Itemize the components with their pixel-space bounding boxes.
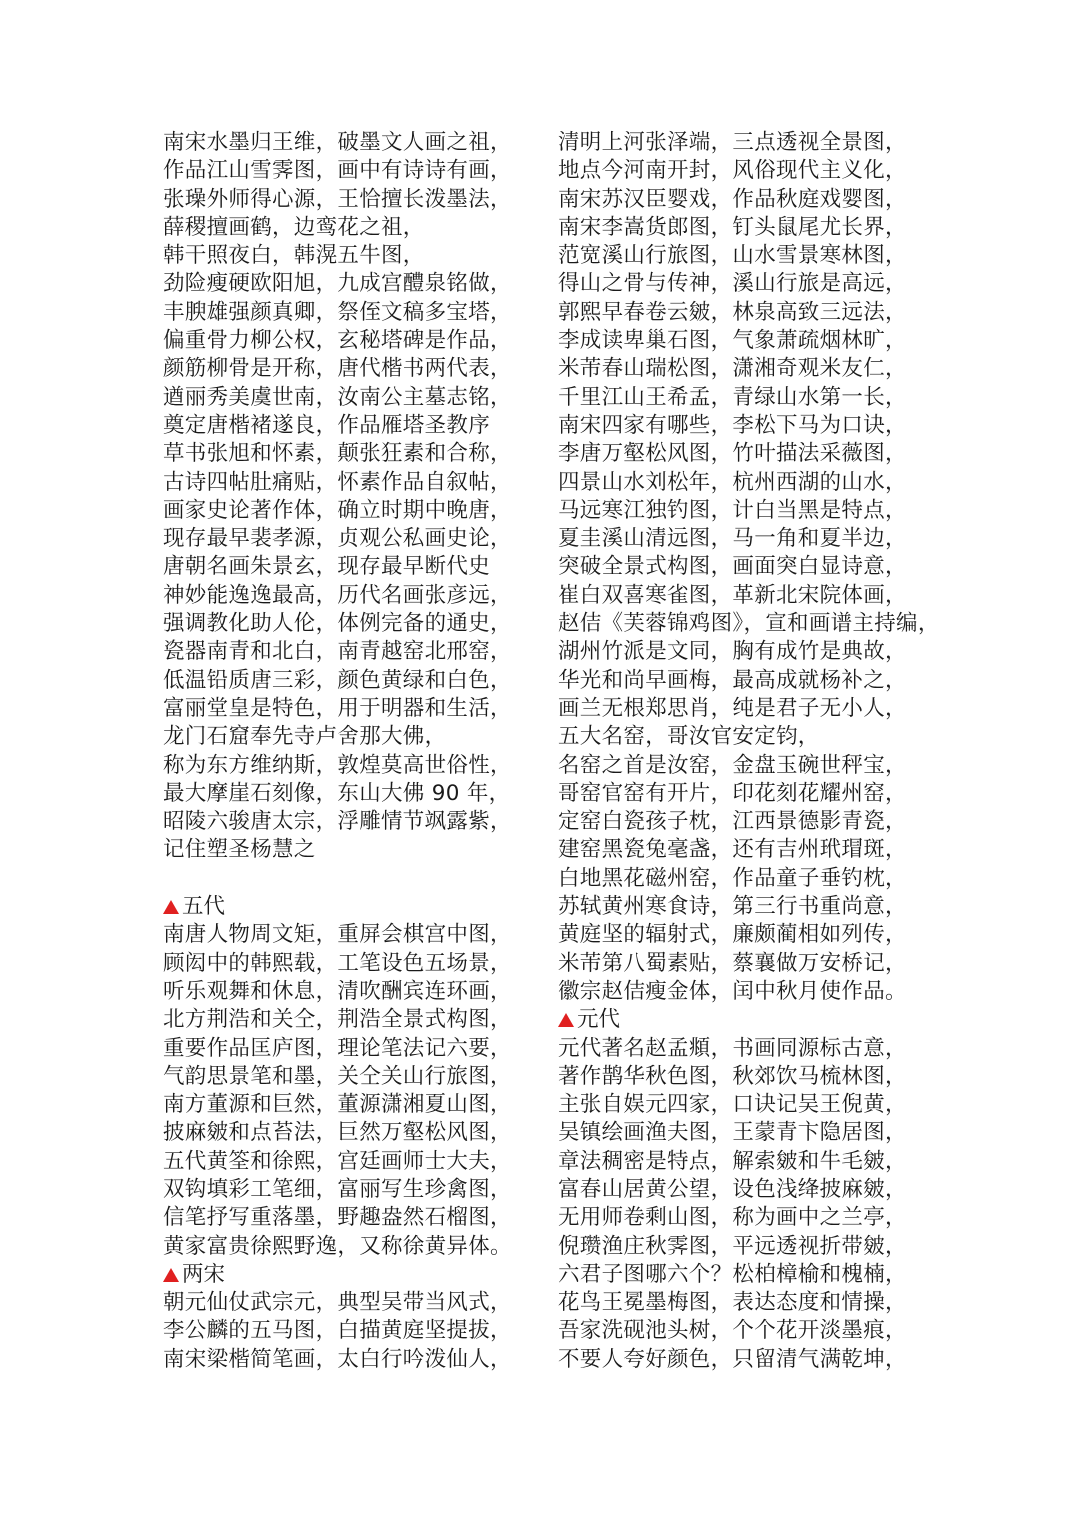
- left-text-line: 南方董源和巨然，董源潇湘夏山图，: [163, 1092, 512, 1118]
- left-text-line: 最大摩崖石刻像，东山大佛 90 年，: [163, 780, 511, 806]
- right-text-line: 五大名窑，哥汝官安定钧，: [558, 724, 820, 750]
- left-text-line: 信笔抒写重落墨，野趣盎然石榴图，: [163, 1205, 512, 1231]
- right-text-line: 四景山水刘松年，杭州西湖的山水，: [558, 469, 907, 495]
- right-text-line: 画兰无根郑思肖，纯是君子无小人，: [558, 695, 907, 721]
- right-text-line: 南宋苏汉臣婴戏，作品秋庭戏婴图，: [558, 186, 907, 212]
- left-text-line: 龙门石窟奉先寺卢舍那大佛，: [163, 724, 447, 750]
- left-text-line: 黄家富贵徐熙野逸，又称徐黄异体。: [163, 1233, 512, 1259]
- right-text-line: 定窑白瓷孩子枕，江西景德影青瓷，: [558, 809, 907, 835]
- right-text-line: 李唐万壑松风图，竹叶描法采薇图，: [558, 441, 907, 467]
- right-text-line: 赵佶《芙蓉锦鸡图》，宣和画谱主持编，: [558, 611, 940, 637]
- right-text-line: 著作鹊华秋色图，秋郊饮马梳林图，: [558, 1063, 907, 1089]
- left-text-line: 颜筋柳骨是开称，唐代楷书两代表，: [163, 356, 512, 382]
- left-text-line: 听乐观舞和休息，清吹酬宾连环画，: [163, 978, 512, 1004]
- left-text-line: 作品江山雪霁图，画中有诗诗有画，: [163, 158, 512, 184]
- left-text-line: 朝元仙仗武宗元，典型吴带当风式，: [163, 1290, 512, 1316]
- right-text-line: 富春山居黄公望，设色浅绛披麻皴，: [558, 1176, 907, 1202]
- right-text-line: 华光和尚早画梅，最高成就杨补之，: [558, 667, 907, 693]
- left-text-line: 低温铅质唐三彩，颜色黄绿和白色，: [163, 667, 512, 693]
- section-heading-text: 五代: [182, 894, 226, 920]
- left-text-line: 富丽堂皇是特色，用于明器和生活，: [163, 695, 512, 721]
- right-text-line: 突破全景式构图，画面突白显诗意，: [558, 554, 907, 580]
- right-text-line: 徽宗赵佶瘦金体，闰中秋月使作品。: [558, 978, 907, 1004]
- red-triangle-icon: [163, 1268, 179, 1282]
- right-text-line: 米芾春山瑞松图，潇湘奇观米友仁，: [558, 356, 907, 382]
- right-text-line: 地点今河南开封，风俗现代主义化，: [558, 158, 907, 184]
- right-text-line: 主张自娱元四家，口诀记吴王倪黄，: [558, 1092, 907, 1118]
- right-text-line: 吾家洗砚池头树，个个花开淡墨痕，: [558, 1318, 907, 1344]
- left-text-line: 昭陵六骏唐太宗，浮雕情节飒露紫，: [163, 809, 512, 835]
- right-text-line: 吴镇绘画渔夫图，王蒙青卞隐居图，: [558, 1120, 907, 1146]
- left-text-line: 强调教化助人伦，体例完备的通史，: [163, 611, 512, 637]
- right-text-line: 无用师卷剩山图，称为画中之兰亭，: [558, 1205, 907, 1231]
- right-text-line: 章法稠密是特点，解索皴和牛毛皴，: [558, 1148, 907, 1174]
- right-text-line: 马远寒江独钓图，计白当黑是特点，: [558, 497, 907, 523]
- left-text-line: 南宋梁楷简笔画，太白行吟泼仙人，: [163, 1346, 512, 1372]
- right-text-line: 千里江山王希孟，青绿山水第一长，: [558, 384, 907, 410]
- right-text-line: 建窑黑瓷兔毫盏，还有吉州玳瑁斑，: [558, 837, 907, 863]
- right-text-line: 白地黑花磁州窑，作品童子垂钓枕，: [558, 865, 907, 891]
- left-text-line: 神妙能逸逸最高，历代名画张彦远，: [163, 582, 512, 608]
- left-text-line: 称为东方维纳斯，敦煌莫高世俗性，: [163, 752, 512, 778]
- left-text-line: 偏重骨力柳公权，玄秘塔碑是作品，: [163, 328, 512, 354]
- red-triangle-icon: [163, 900, 179, 914]
- left-text-line: 画家史论著作体，确立时期中晚唐，: [163, 497, 512, 523]
- right-text-line: 郭熙早春卷云皴，林泉高致三远法，: [558, 299, 907, 325]
- section-heading-text: 元代: [577, 1007, 621, 1033]
- right-text-line: 苏轼黄州寒食诗，第三行书重尚意，: [558, 894, 907, 920]
- right-text-line: 六君子图哪六个？松柏樟榆和槐楠，: [558, 1261, 907, 1287]
- left-text-line: 古诗四帖肚痛贴，怀素作品自叙帖，: [163, 469, 512, 495]
- right-text-line: 范宽溪山行旅图，山水雪景寒林图，: [558, 243, 907, 269]
- blank-line: [163, 865, 543, 893]
- left-text-line: 现存最早裴孝源，贞观公私画史论，: [163, 526, 512, 552]
- left-text-line: 北方荆浩和关仝，荆浩全景式构图，: [163, 1007, 512, 1033]
- left-text-line: 重要作品匡庐图，理论笔法记六要，: [163, 1035, 512, 1061]
- section-heading-text: 两宋: [182, 1261, 226, 1287]
- left-text-line: 张璪外师得心源，王恰擅长泼墨法，: [163, 186, 512, 212]
- right-text-line: 李成读卑巢石图，气象萧疏烟林旷，: [558, 328, 907, 354]
- right-text-line: 得山之骨与传神，溪山行旅是高远，: [558, 271, 907, 297]
- right-text-column: [558, 129, 948, 1374]
- left-text-line: 双钩填彩工笔细，富丽写生珍禽图，: [163, 1176, 512, 1202]
- left-text-line: 五代黄筌和徐熙，宫廷画师士大夫，: [163, 1148, 512, 1174]
- left-text-line: 薛稷擅画鹤，边鸾花之祖，: [163, 214, 425, 240]
- left-section-heading: [163, 1261, 543, 1289]
- right-text-line: 米芾第八蜀素贴，蔡襄做万安桥记，: [558, 950, 907, 976]
- left-text-line: 气韵思景笔和墨，关仝关山行旅图，: [163, 1063, 512, 1089]
- left-text-line: 奠定唐楷褚遂良，作品雁塔圣教序: [163, 412, 491, 438]
- right-text-line: 不要人夸好颜色，只留清气满乾坤，: [558, 1346, 907, 1372]
- right-text-line: 崔白双喜寒雀图，革新北宋院体画，: [558, 582, 907, 608]
- left-text-line: 韩干照夜白，韩滉五牛图，: [163, 243, 425, 269]
- left-text-line: 劲险瘦硬欧阳旭，九成宫醴泉铭做，: [163, 271, 512, 297]
- right-text-line: 元代著名赵孟頫，书画同源标古意，: [558, 1035, 907, 1061]
- right-text-line: 倪瓒渔庄秋霁图，平远透视折带皴，: [558, 1233, 907, 1259]
- right-text-line: 夏圭溪山清远图，马一角和夏半边，: [558, 526, 907, 552]
- right-text-line: 南宋李嵩货郎图，钉头鼠尾尤长界，: [558, 214, 907, 240]
- left-text-line: 草书张旭和怀素，颠张狂素和合称，: [163, 441, 512, 467]
- left-text-line: 记住塑圣杨慧之: [163, 837, 316, 863]
- left-text-line: 顾闳中的韩熙载，工笔设色五场景，: [163, 950, 512, 976]
- left-text-line: 南唐人物周文矩，重屏会棋宫中图，: [163, 922, 512, 948]
- left-section-heading: [163, 893, 543, 921]
- left-text-line: 唐朝名画朱景玄，现存最早断代史: [163, 554, 491, 580]
- left-text-line: 李公麟的五马图，白描黄庭坚提拔，: [163, 1318, 512, 1344]
- left-text-line: 披麻皴和点苔法，巨然万壑松风图，: [163, 1120, 512, 1146]
- left-text-line: 遒丽秀美虞世南，汝南公主墓志铭，: [163, 384, 512, 410]
- right-text-line: 哥窑官窑有开片，印花刻花耀州窑，: [558, 780, 907, 806]
- right-text-line: 南宋四家有哪些，李松下马为口诀，: [558, 412, 907, 438]
- left-text-line: 南宋水墨归王维，破墨文人画之祖，: [163, 130, 512, 155]
- right-text-line: 花鸟王冕墨梅图，表达态度和情操，: [558, 1290, 907, 1316]
- red-triangle-icon: [558, 1013, 574, 1027]
- right-text-line: 湖州竹派是文同，胸有成竹是典故，: [558, 639, 907, 665]
- right-text-line: 清明上河张泽端，三点透视全景图，: [558, 130, 907, 155]
- right-text-line: 黄庭坚的辐射式，廉颇蔺相如列传，: [558, 922, 907, 948]
- left-text-line: 丰腴雄强颜真卿，祭侄文稿多宝塔，: [163, 299, 512, 325]
- left-text-column: [163, 129, 543, 1374]
- left-text-line: 瓷器南青和北白，南青越窑北邢窑，: [163, 639, 512, 665]
- right-text-line: 名窑之首是汝窑，金盘玉碗世秤宝，: [558, 752, 907, 778]
- right-section-heading: [558, 1006, 948, 1034]
